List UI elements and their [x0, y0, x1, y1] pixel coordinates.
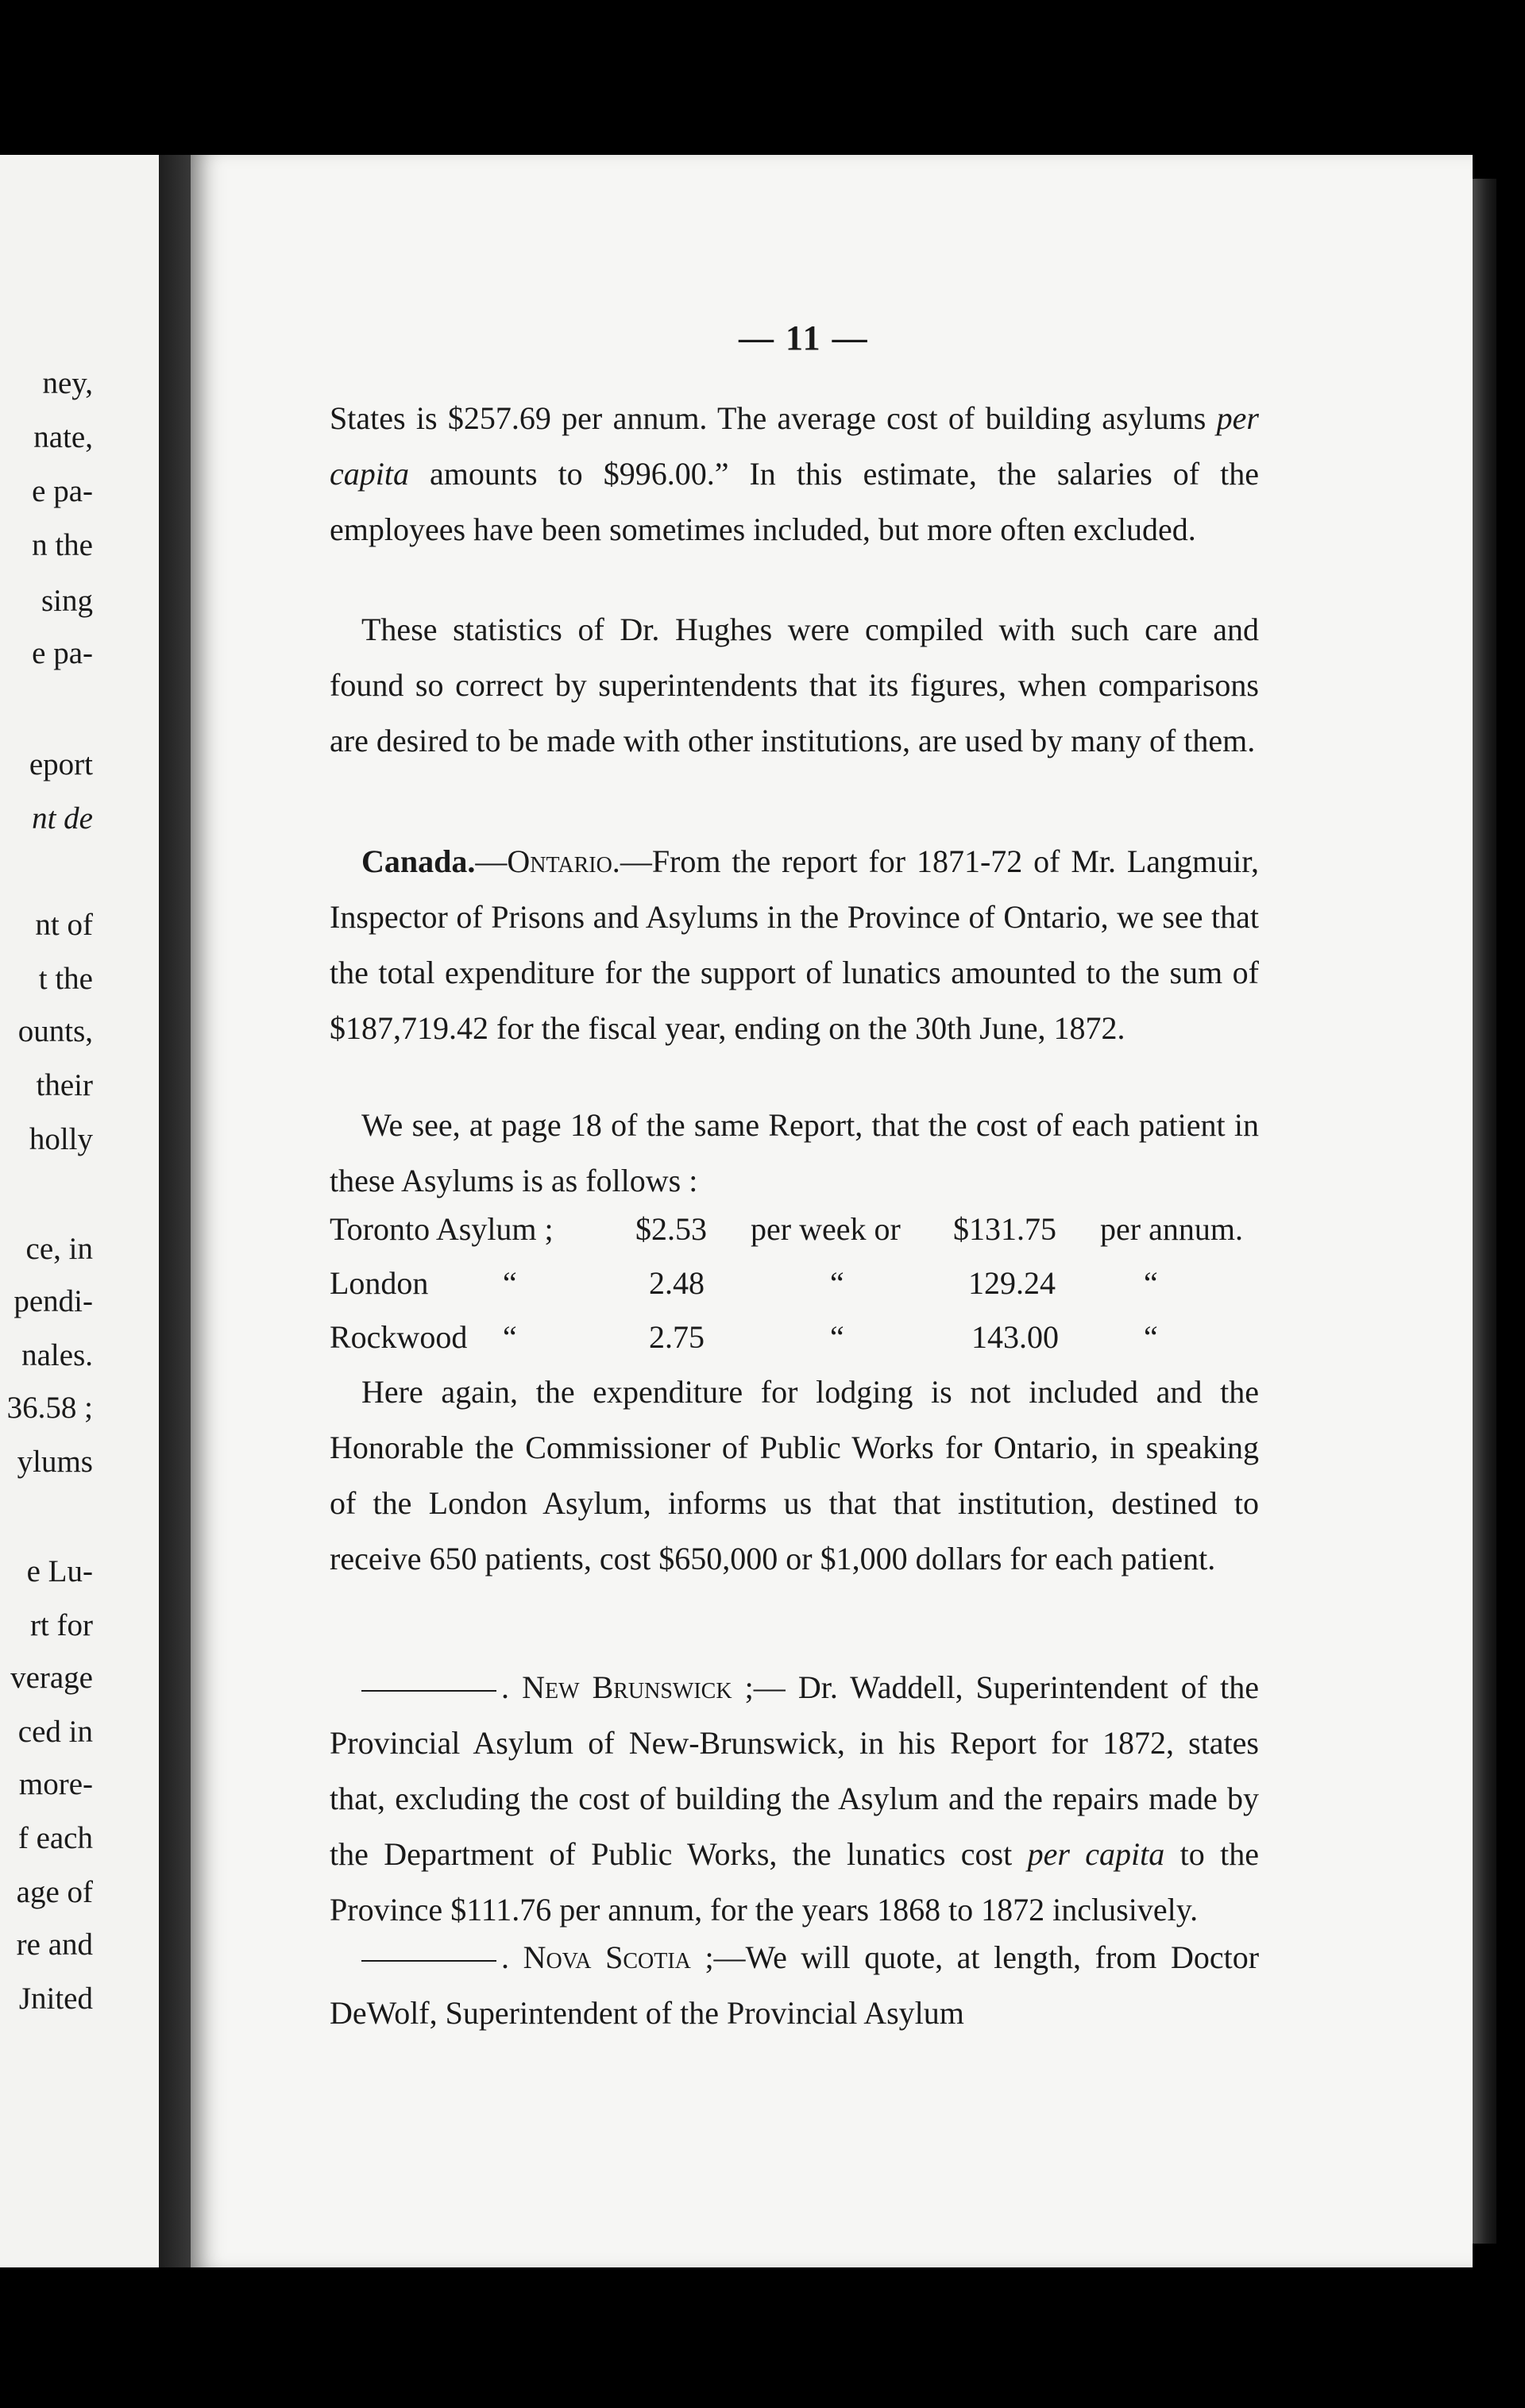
left-page-line: nt de [32, 801, 93, 835]
p7-lead: . [501, 1939, 523, 1975]
p1-text-c: amounts to $996.00.” In this estimate, the salaries of the employees have been sometimes included, but more often excluded. [330, 456, 1259, 547]
left-page-line: e Lu- [26, 1554, 93, 1588]
left-page-line: eport [29, 747, 93, 781]
p1-per-capita: per capita [330, 400, 1259, 492]
weekly-cost: 2.75 [649, 1319, 705, 1355]
left-page-line: ylums [17, 1445, 93, 1479]
paragraph-cost-intro [330, 1098, 1259, 1209]
province-ontario: Ontario. [507, 843, 620, 879]
paragraph-nova-scotia [330, 1930, 1259, 2041]
yearly-cost: 129.24 [968, 1265, 1056, 1301]
weekly-cost: $2.53 [635, 1211, 707, 1247]
left-page-line: ney, [42, 366, 93, 400]
left-page-line: more- [18, 1767, 93, 1801]
per-annum-label: per annum. [1100, 1211, 1243, 1247]
left-page-line: e pa- [32, 474, 93, 508]
yearly-cost: 143.00 [971, 1319, 1059, 1355]
p1-text-a: States is $257.69 per annum. The average cost of building asylums [330, 400, 1217, 436]
left-page-line: holly [29, 1122, 93, 1156]
left-page-line: 36.58 ; [6, 1391, 93, 1425]
asylum-name: London [330, 1265, 429, 1301]
left-page-line: rt for [29, 1608, 93, 1642]
p6-text-a: ;— Dr. Waddell, Superintendent of the Provincial Asylum of New-Brunswick, in his Report for 1872, states that, excluding the cost of building the Asylum and the repairs made by the Department of Public Works, the lunatics cost [330, 1669, 1260, 1872]
left-page-line: nales. [21, 1338, 93, 1372]
paragraph-hughes-statistics [330, 602, 1259, 769]
p6-per-capita: per capita [1027, 1836, 1165, 1872]
left-page-line: ounts, [17, 1014, 93, 1048]
paragraph-canada-ontario [330, 834, 1259, 1056]
row-connector: per week or [751, 1211, 901, 1247]
left-page-line: f each [17, 1821, 93, 1855]
left-page-line: n the [32, 528, 93, 562]
yearly-cost: $131.75 [953, 1211, 1056, 1247]
paragraph-new-brunswick [330, 1660, 1259, 1938]
p6-lead: . [501, 1669, 523, 1705]
p7-text-a: ;—We will quote, at length, from Doctor DeWolf, Superintendent of the Provincial Asylum [330, 1939, 1260, 2031]
ditto-rule [361, 1960, 496, 1962]
ditto-rule [361, 1690, 496, 1692]
p3-text: —From the report for 1871-72 of Mr. Langmuir, Inspector of Prisons and Asylums in the Province of Ontario, we see that the total expenditure for the support of lunatics amounted to the sum of $187,719.42 for the fiscal year, ending on the 30th June, 1872. [330, 843, 1259, 1046]
left-page-line: verage [10, 1661, 93, 1695]
left-page-line: re and [16, 1928, 93, 1962]
left-page-line: Jnited [18, 1982, 93, 2016]
asylum-name: Rockwood [330, 1319, 468, 1355]
asylum-cost-table [330, 1202, 1259, 1364]
left-page-line: ce, in [25, 1232, 93, 1266]
ditto-mark: “ [1144, 1319, 1158, 1355]
ditto-mark: “ [830, 1265, 844, 1301]
left-page-line: t the [38, 962, 93, 996]
left-page-line: sing [41, 584, 93, 618]
section-heading-canada: Canada. [361, 843, 476, 879]
paragraph-lodging [330, 1364, 1259, 1587]
ditto-mark: “ [503, 1319, 517, 1355]
left-page-line: age of [16, 1875, 93, 1909]
p6-text-c: to the Province $111.76 per annum, for the years 1868 to 1872 inclusively. [330, 1836, 1259, 1928]
left-page-line: their [36, 1068, 93, 1102]
p3-dash: — [475, 843, 508, 879]
page-edge [1473, 179, 1496, 2244]
left-page-line: e pa- [32, 636, 93, 670]
table-row [330, 1202, 1259, 1256]
province-nova-scotia: Nova Scotia [523, 1939, 691, 1975]
asylum-name: Toronto Asylum ; [330, 1211, 554, 1247]
left-page [0, 155, 168, 2267]
left-page-line: nt of [35, 908, 93, 942]
left-page-line: pendi- [14, 1284, 93, 1318]
ditto-mark: “ [503, 1265, 517, 1301]
weekly-cost: 2.48 [649, 1265, 705, 1301]
table-row [330, 1310, 1259, 1364]
ditto-mark: “ [1144, 1265, 1158, 1301]
paragraph-hughes-cost [330, 391, 1259, 558]
p5-text: Here again, the expenditure for lodging is not included and the Honorable the Commissioner of Public Works for Ontario, in speaking of the London Asylum, informs us that that institution, destined to receive 650 patients, cost $650,000 or $1,000 dollars for each patient. [330, 1374, 1259, 1576]
province-new-brunswick: New Brunswick [522, 1669, 732, 1705]
p2-text: These statistics of Dr. Hughes were compiled with such care and found so correct by superintendents that its figures, when comparisons are desired to be made with other institutions, are used by many of them. [330, 612, 1259, 758]
p4-text: We see, at page 18 of the same Report, that the cost of each patient in these Asylums is as follows : [330, 1107, 1259, 1198]
page-number: — 11 — [739, 318, 869, 357]
left-page-line: nate, [33, 420, 93, 454]
ditto-mark: “ [830, 1319, 844, 1355]
left-page-line: ced in [17, 1715, 93, 1749]
table-row [330, 1256, 1259, 1310]
